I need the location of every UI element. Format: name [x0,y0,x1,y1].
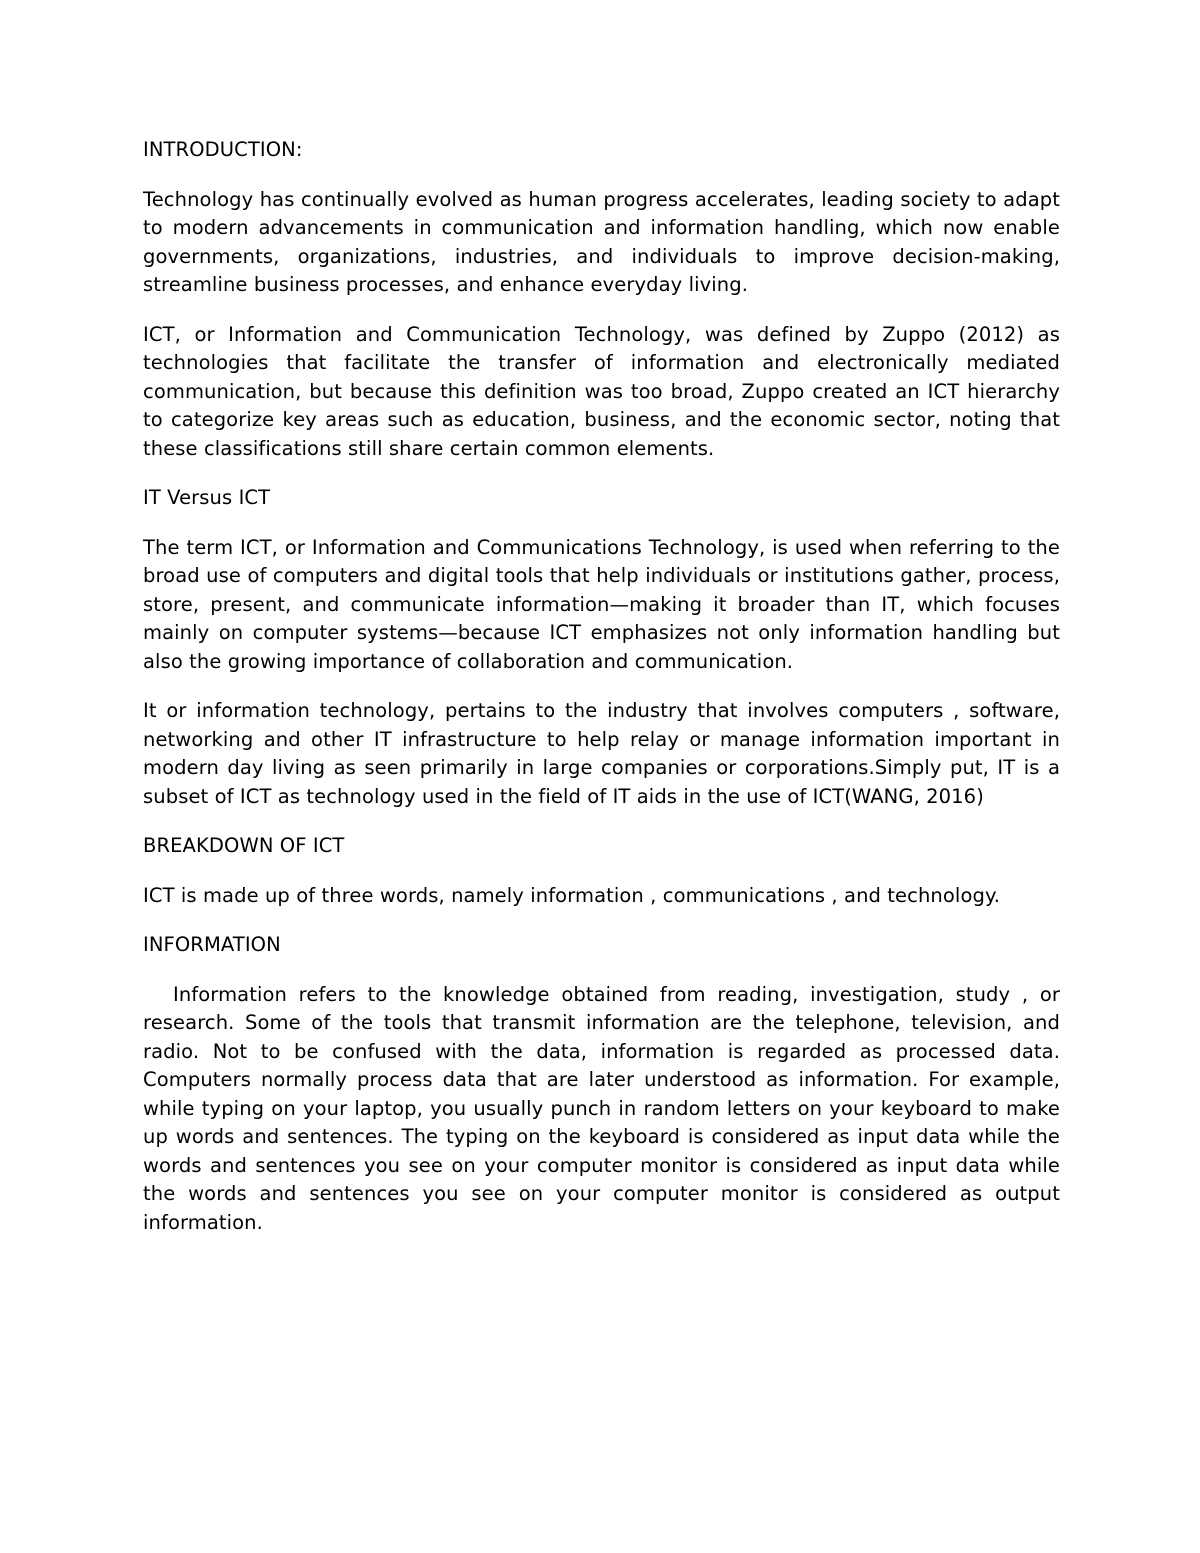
information-paragraph-text: Information refers to the knowledge obtained from reading, investigation, study , or research. Some of the tools that transmit information are the telephone, television, and radio. Not to be confused with the data, information is regarded as processed data. Computers normally process data that are later understood as information. For example, while typing on your laptop, you usually punch in random letters on your keyboard to make up words and sentences. The typing on the keyboard is considered as input data while the words and sentences you see on your computer monitor is considered as input data while the words and sentences you see on your computer monitor is considered as output information. [143,982,1060,1234]
it-definition-paragraph: It or information technology, pertains to the industry that involves computers , software, networking and other IT infrastructure to help relay or manage information important in modern day living as seen primarily in large companies or corporations.Simply put, IT is a subset of ICT as technology used in the field of IT aids in the use of ICT(WANG, 2016) [143,699,1060,808]
information-heading: INFORMATION [143,933,281,956]
information-paragraph [143,981,1060,1238]
intro-heading: INTRODUCTION: [143,138,303,161]
breakdown-of-ict-heading: BREAKDOWN OF ICT [143,834,345,857]
it-versus-ict-heading: IT Versus ICT [143,486,271,509]
ict-scope-paragraph: The term ICT, or Information and Communications Technology, is used when referring to the broad use of computers and digital tools that help individuals or institutions gather, process, store, present, and communicate information—making it broader than IT, which focuses mainly on computer systems—because ICT emphasizes not only information handling but also the growing importance of collaboration and communication. [143,535,1060,673]
document-body [143,136,1060,1237]
ict-words-paragraph: ICT is made up of three words, namely information , communications , and technology. [143,883,1001,907]
intro-paragraph: Technology has continually evolved as human progress accelerates, leading society to adapt to modern advancements in communication and information handling, which now enable governments, organizations, industries, and individuals to improve decision-making, streamline business processes, and enhance everyday living. [143,187,1060,296]
ict-definition-paragraph: ICT, or Information and Communication Technology, was defined by Zuppo (2012) as technologies that facilitate the transfer of information and electronically mediated communication, but because this definition was too broad, Zuppo created an ICT hierarchy to categorize key areas such as education, business, and the economic sector, noting that these classifications still share certain common elements. [143,322,1060,460]
